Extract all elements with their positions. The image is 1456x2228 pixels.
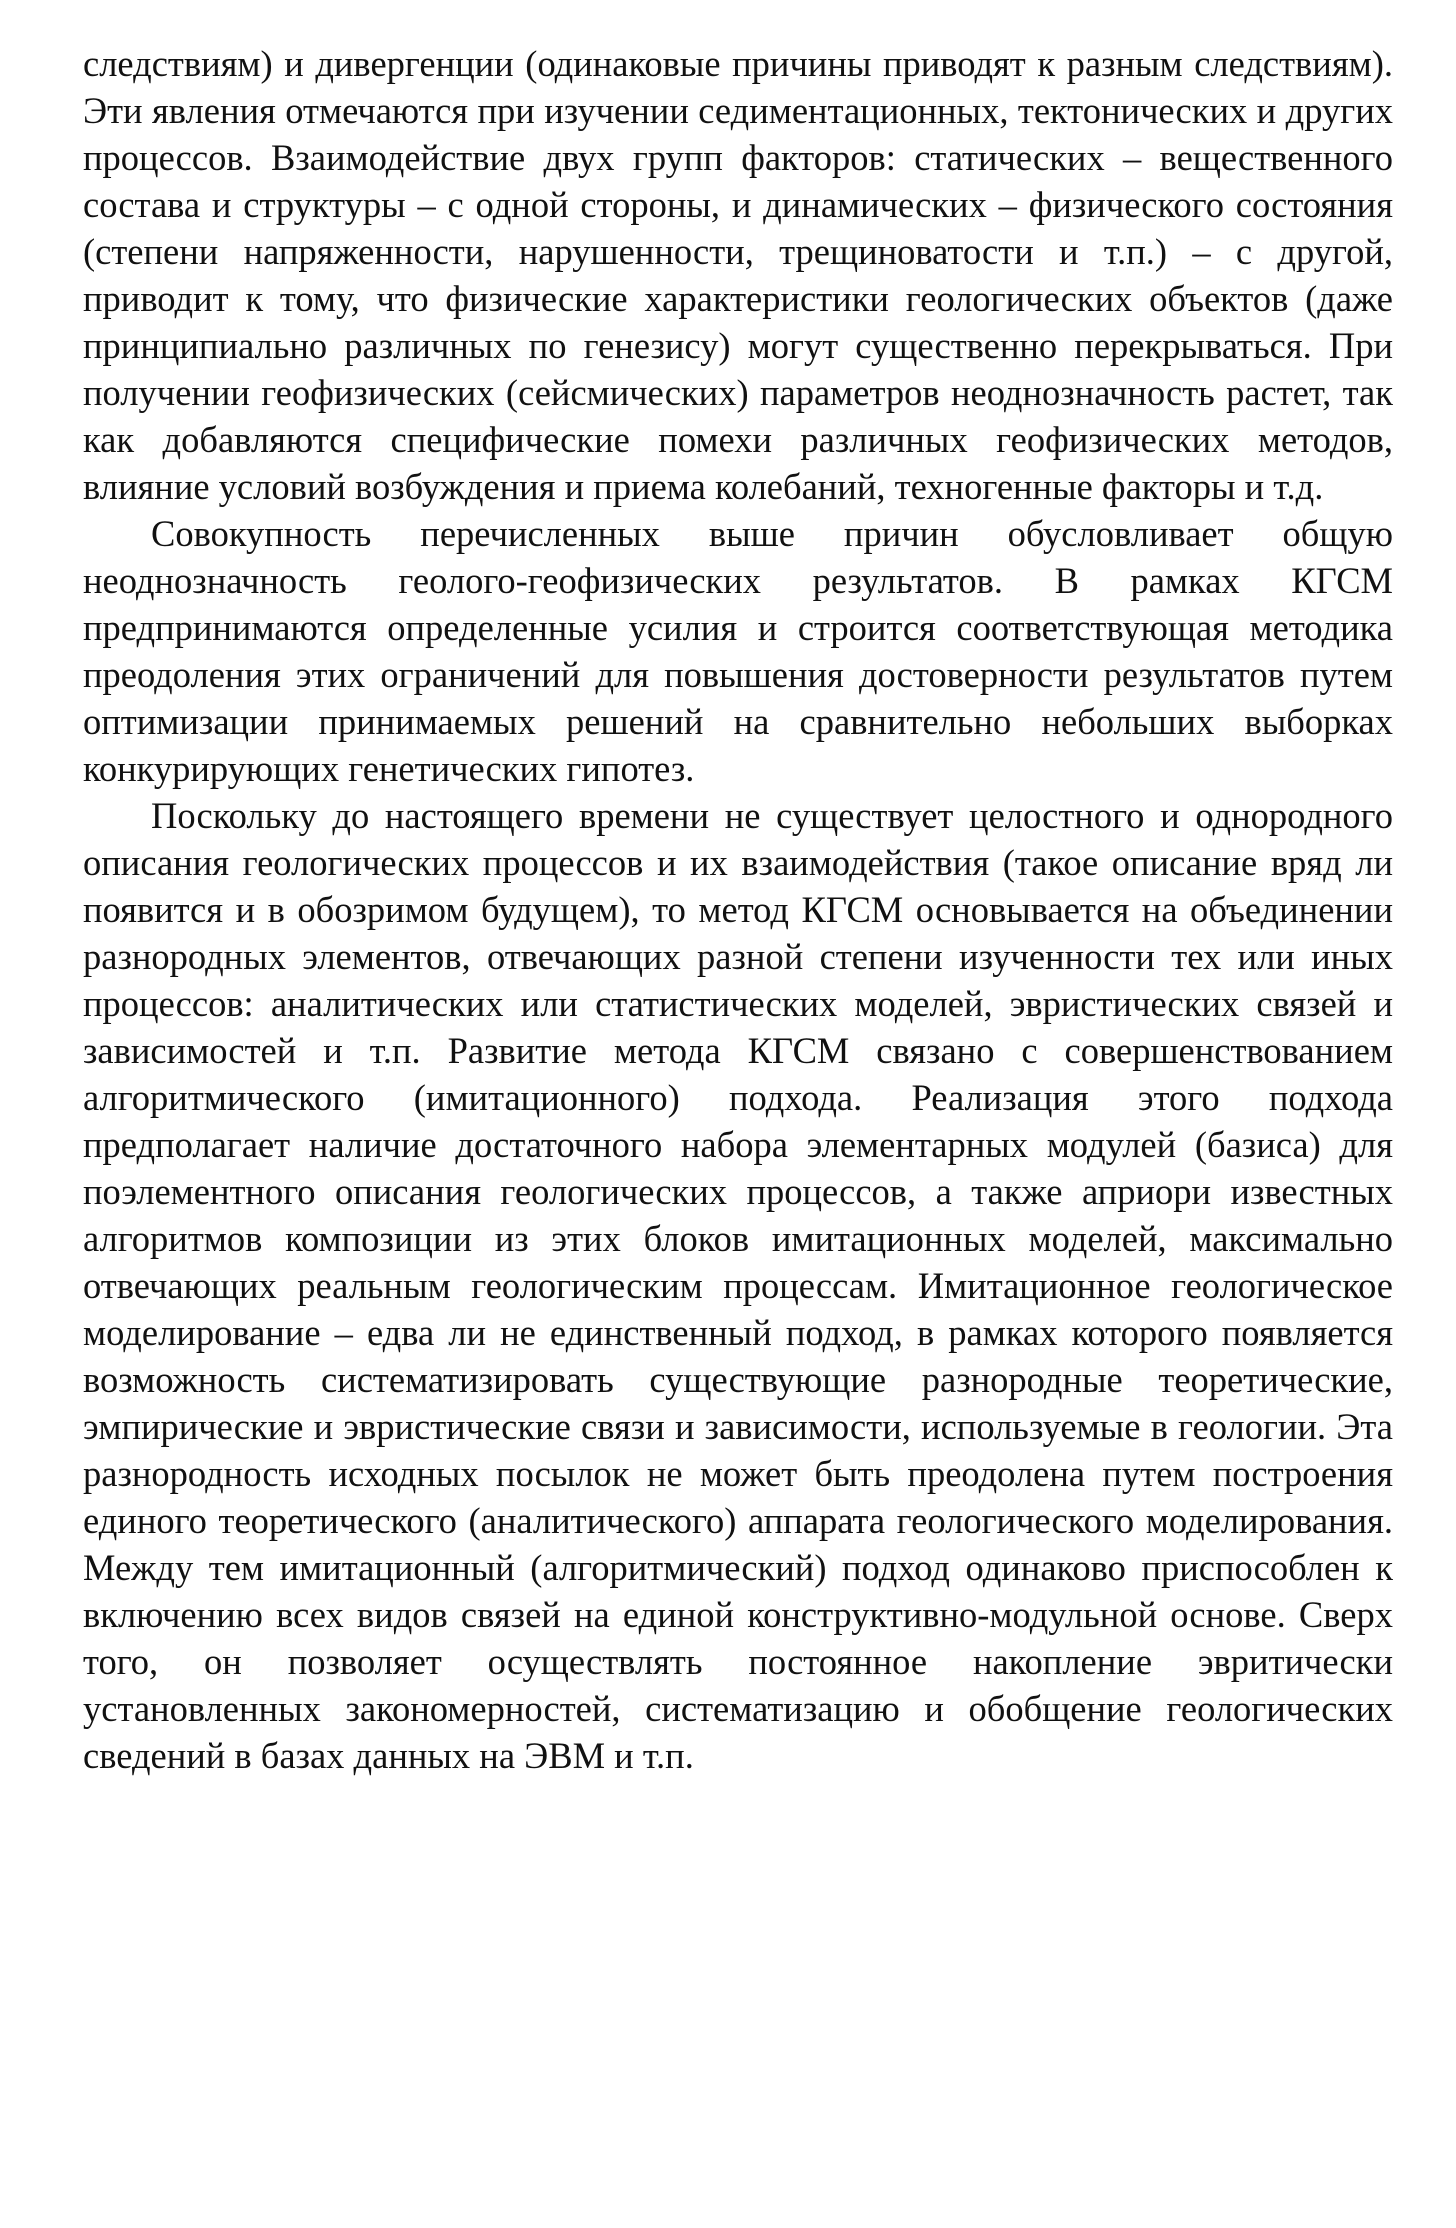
paragraph-2: Совокупность перечисленных выше причин обусловливает общую неоднозначность геолого-геофизических результатов. В рамках КГСМ предпринимаются определенные усилия и строится соответствующая методика преодоления этих ограничений для повышения достоверности результатов путем оптимизации принимаемых решений на сравнительно небольших выборках конкурирующих генетических гипотез. bbox=[83, 513, 1393, 789]
document-page bbox=[83, 40, 1393, 1779]
paragraph-3: Поскольку до настоящего времени не существует целостного и однородного описания геологических процессов и их взаимодействия (такое описание вряд ли появится и в обозримом будущем), то метод КГСМ основывается на объединении разнородных элементов, отвечающих разной степени изученности тех или иных процессов: аналитических или статистических моделей, эвристических связей и зависимостей и т.п. Развитие метода КГСМ связано с совершенствованием алгоритмического (имитационного) подхода. Реализация этого подхода предполагает наличие достаточного набора элементарных модулей (базиса) для поэлементного описания геологических процессов, а также априори известных алгоритмов композиции из этих блоков имитационных моделей, максимально отвечающих реальным геологическим процессам. Имитационное геологическое моделирование – едва ли не единственный подход, в рамках которого появляется возможность систематизировать существующие разнородные теоретические, эмпирические и эвристические связи и зависимости, используемые в геологии. Эта разнородность исходных посылок не может быть преодолена путем построения единого теоретического (аналитического) аппарата геологического моделирования. Между тем имитационный (алгоритмический) подход одинаково приспособлен к включению всех видов связей на единой конструктивно-модульной основе. Сверх того, он позволяет осуществлять постоянное накопление эвритически установленных закономерностей, систематизацию и обобщение геологических сведений в базах данных на ЭВМ и т.п. bbox=[83, 795, 1393, 1776]
paragraph-1: следствиям) и дивергенции (одинаковые причины приводят к разным следствиям). Эти явления отмечаются при изучении седиментационных, тектонических и других процессов. Взаимодействие двух групп факторов: статических – вещественного состава и структуры – с одной стороны, и динамических – физического состояния (степени напряженности, нарушенности, трещиноватости и т.п.) – с другой, приводит к тому, что физические характеристики геологических объектов (даже принципиально различных по генезису) могут существенно перекрываться. При получении геофизических (сейсмических) параметров неоднозначность растет, так как добавляются специфические помехи различных геофизических методов, влияние условий возбуждения и приема колебаний, техногенные факторы и т.д. bbox=[83, 43, 1393, 507]
